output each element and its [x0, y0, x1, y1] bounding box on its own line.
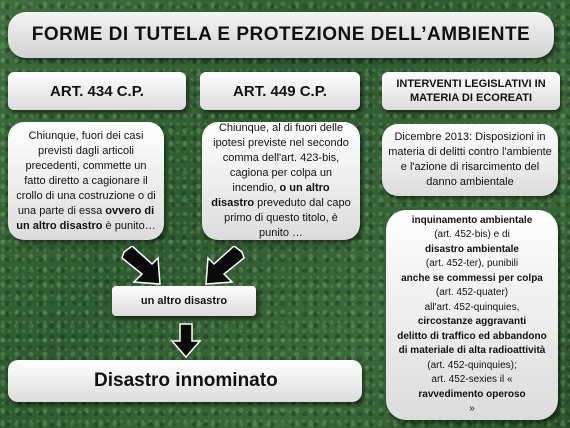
ecoreati-line-bold: disastro ambientale	[425, 243, 519, 255]
arrow-down-left-icon	[200, 246, 246, 286]
art-449-header	[200, 72, 360, 110]
disastro-innominato-text: Disastro innominato	[94, 370, 278, 391]
ecoreati-line-bold: circostanze aggravanti	[417, 316, 527, 327]
art-434-header	[8, 72, 186, 110]
art-434-text-end: è punito…	[105, 219, 156, 232]
ecoreati-line-bold: anche se commessi per colpa	[401, 272, 543, 284]
art-434-text	[16, 129, 156, 234]
art-449-header-text: ART. 449 C.P.	[233, 82, 327, 100]
art-449-text-bold: o un altro disastro	[211, 182, 330, 209]
ecoreati-line-text: (art. 452-ter), punibili	[425, 258, 519, 269]
page-title	[8, 12, 554, 58]
ecoreati-line	[392, 243, 552, 272]
ecoreati-line	[392, 373, 552, 417]
ecoreati-line	[392, 301, 552, 316]
ecoreati-line-text: art. 452-sexies il «	[431, 374, 513, 385]
art-434-text-bold: ovvero di un altro disastro	[16, 204, 155, 232]
art-449-text-box	[202, 122, 360, 240]
art-449-text	[210, 121, 352, 241]
ecoreati-line	[392, 272, 552, 287]
ecoreati-line	[392, 359, 552, 374]
interventi-header	[382, 72, 560, 110]
ecoreati-line	[392, 315, 552, 330]
ecoreati-line	[392, 214, 552, 243]
art-449-text-plain: Chiunque, al di fuori delle ipotesi previste nel secondo comma dell'art. 423-bis, cagiona per colpa un incendio,	[213, 122, 349, 194]
ecoreati-line-text: all'art. 452-quinquies,	[424, 301, 520, 313]
altro-disastro-box	[112, 286, 256, 316]
arrow-down-icon	[170, 323, 202, 359]
dicembre-box	[382, 124, 558, 196]
ecoreati-line-text: »	[469, 403, 475, 414]
altro-disastro-text: un altro disastro	[140, 295, 228, 307]
art-434-text-plain: Chiunque, fuori dei casi previsti dagli articoli precedenti, commette un fatto diretto a cagionare il crollo di una costruzione o di una parte di essa	[16, 129, 156, 217]
ecoreati-line-text: (art. 452-quinquies);	[427, 359, 517, 371]
disastro-innominato-box	[8, 360, 362, 402]
ecoreati-line	[392, 330, 552, 359]
arrow-down-right-icon	[120, 246, 166, 286]
ecoreati-line-text: (art. 452-bis) e di	[434, 229, 510, 240]
interventi-header-text: INTERVENTI LEGISLATIVI IN MATERIA DI ECOREATI	[396, 78, 546, 104]
ecoreati-line-text: (art. 452-quater)	[435, 287, 509, 298]
ecoreati-line	[392, 286, 552, 301]
art-434-header-text: ART. 434 C.P.	[50, 82, 144, 100]
ecoreati-line-bold: inquinamento ambientale	[411, 214, 533, 226]
ecoreati-list-box	[386, 210, 558, 420]
art-434-text-box	[8, 122, 164, 240]
ecoreati-line-bold: ravvedimento operoso	[418, 388, 526, 400]
ecoreati-list	[392, 214, 552, 417]
dicembre-text: Dicembre 2013: Disposizioni in materia di delitti contro l'ambiente e l'azione di risarcimento del danno ambientale	[388, 131, 552, 188]
art-449-text-end: preveduto dal capo primo di questo titolo, è punito …	[224, 197, 351, 239]
ecoreati-line-bold: delitto di traffico ed abbandono di materiale di alta radioattività	[397, 330, 547, 356]
page-title-text: FORME DI TUTELA E PROTEZIONE DELL’AMBIENTE	[31, 24, 531, 45]
